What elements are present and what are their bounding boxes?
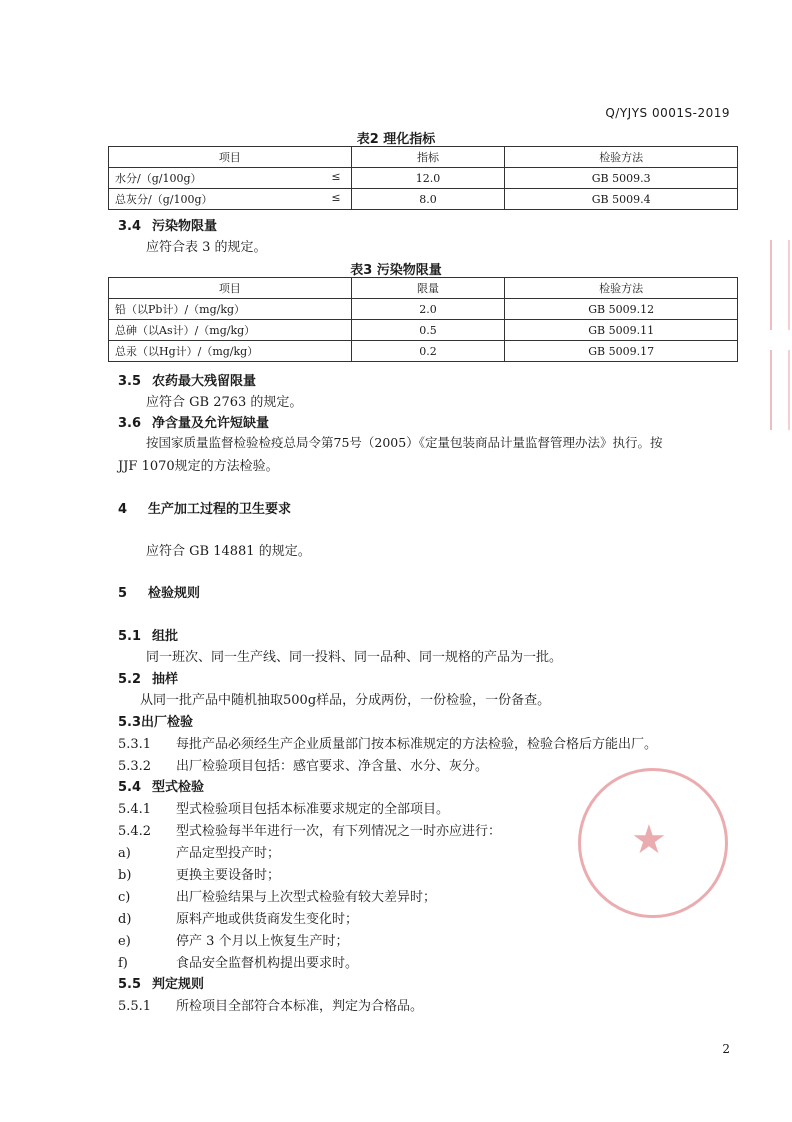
table-row <box>109 320 738 341</box>
list-item: c) 出厂检验结果与上次型式检验有较大差异时； <box>118 890 437 905</box>
table-cell-value: 0.2 <box>351 341 505 362</box>
seal-edge-mark <box>770 240 790 330</box>
table2-caption: 表2 理化指标 <box>356 132 436 147</box>
list-item: e) 停产 3 个月以上恢复生产时； <box>118 934 349 949</box>
table-cell-item: 总汞（以Hg计）/（mg/kg） <box>109 341 352 362</box>
section-3-6-heading: 3.6 净含量及允许短缺量 <box>118 416 270 431</box>
section-5-4-1: 5.4.1 型式检验项目包括本标准要求规定的全部项目。 <box>118 802 450 817</box>
table3 <box>108 277 738 362</box>
list-item: b) 更换主要设备时； <box>118 868 281 883</box>
table3-caption: 表3 污染物限量 <box>350 263 442 278</box>
table-row <box>109 341 738 362</box>
page-number: 2 <box>722 1042 730 1056</box>
table-cell-method: GB 5009.11 <box>505 320 738 341</box>
section-3-6-body-line1: 按国家质量监督检验检疫总局令第75号（2005）《定量包装商品计量监督管理办法》执行。按 <box>146 435 663 450</box>
table-cell-item: 总砷（以As计）/（mg/kg） <box>109 320 352 341</box>
seal-edge-mark <box>770 350 790 430</box>
table-cell-item: 铅（以Pb计）/（mg/kg） <box>109 299 352 320</box>
section-5-2-heading: 5.2 抽样 <box>118 672 179 687</box>
section-5-4-2: 5.4.2 型式检验每半年进行一次，有下列情况之一时亦应进行： <box>118 824 502 839</box>
section-5-3-heading: 5.3出厂检验 <box>118 715 194 730</box>
table-cell-method: GB 5009.3 <box>505 168 738 189</box>
table3-col-limit: 限量 <box>351 278 505 299</box>
section-4-body: 应符合 GB 14881 的规定。 <box>146 544 311 559</box>
table-cell-item: 水分/（g/100g） ≤ <box>109 168 352 189</box>
section-3-5-body: 应符合 GB 2763 的规定。 <box>146 395 303 410</box>
section-3-5-heading: 3.5 农药最大残留限量 <box>118 374 257 389</box>
table-cell-symbol: ≤ <box>331 191 341 204</box>
table-row <box>109 299 738 320</box>
table3-header-row <box>109 278 738 299</box>
table-cell-value: 2.0 <box>351 299 505 320</box>
table-cell-method: GB 5009.17 <box>505 341 738 362</box>
table2-col-value: 指标 <box>351 147 505 168</box>
section-4-heading: 4 生产加工过程的卫生要求 <box>118 502 292 517</box>
table-row <box>109 168 738 189</box>
table-cell-item: 总灰分/（g/100g） ≤ <box>109 189 352 210</box>
list-item: f) 食品安全监督机构提出要求时。 <box>118 956 359 971</box>
section-5-5-heading: 5.5 判定规则 <box>118 977 205 992</box>
section-5-3-1: 5.3.1 每批产品必须经生产企业质量部门按本标准规定的方法检验，检验合格后方能出厂。 <box>118 737 658 752</box>
table-row <box>109 189 738 210</box>
table-cell-value: 0.5 <box>351 320 505 341</box>
section-3-4-heading: 3.4 污染物限量 <box>118 219 218 234</box>
table2-col-method: 检验方法 <box>505 147 738 168</box>
table-cell-value: 12.0 <box>351 168 505 189</box>
company-stamp <box>578 768 728 918</box>
section-5-2-body: 从同一批产品中随机抽取500g样品，分成两份，一份检验，一份备查。 <box>140 693 551 708</box>
table3-col-method: 检验方法 <box>505 278 738 299</box>
table2-col-item: 项目 <box>109 147 352 168</box>
document-code: Q/YJYS 0001S-2019 <box>605 106 730 120</box>
section-5-heading: 5 检验规则 <box>118 586 201 601</box>
section-5-1-body: 同一班次、同一生产线、同一投料、同一品种、同一规格的产品为一批。 <box>146 650 563 665</box>
list-item: a) 产品定型投产时； <box>118 846 281 861</box>
star-icon: ★ <box>631 817 667 863</box>
section-5-5-1: 5.5.1 所检项目全部符合本标准，判定为合格品。 <box>118 999 424 1014</box>
list-item: d) 原料产地或供货商发生变化时； <box>118 912 359 927</box>
table2-header-row <box>109 147 738 168</box>
table-cell-method: GB 5009.12 <box>505 299 738 320</box>
table-cell-value: 8.0 <box>351 189 505 210</box>
section-5-3-2: 5.3.2 出厂检验项目包括：感官要求、净含量、水分、灰分。 <box>118 759 489 774</box>
table-cell-method: GB 5009.4 <box>505 189 738 210</box>
table-cell-symbol: ≤ <box>331 170 341 183</box>
section-5-1-heading: 5.1 组批 <box>118 629 179 644</box>
section-5-4-heading: 5.4 型式检验 <box>118 780 205 795</box>
table2 <box>108 146 738 210</box>
table3-col-item: 项目 <box>109 278 352 299</box>
section-3-6-body-line2: JJF 1070规定的方法检验。 <box>118 459 279 474</box>
section-3-4-body: 应符合表 3 的规定。 <box>146 240 267 255</box>
